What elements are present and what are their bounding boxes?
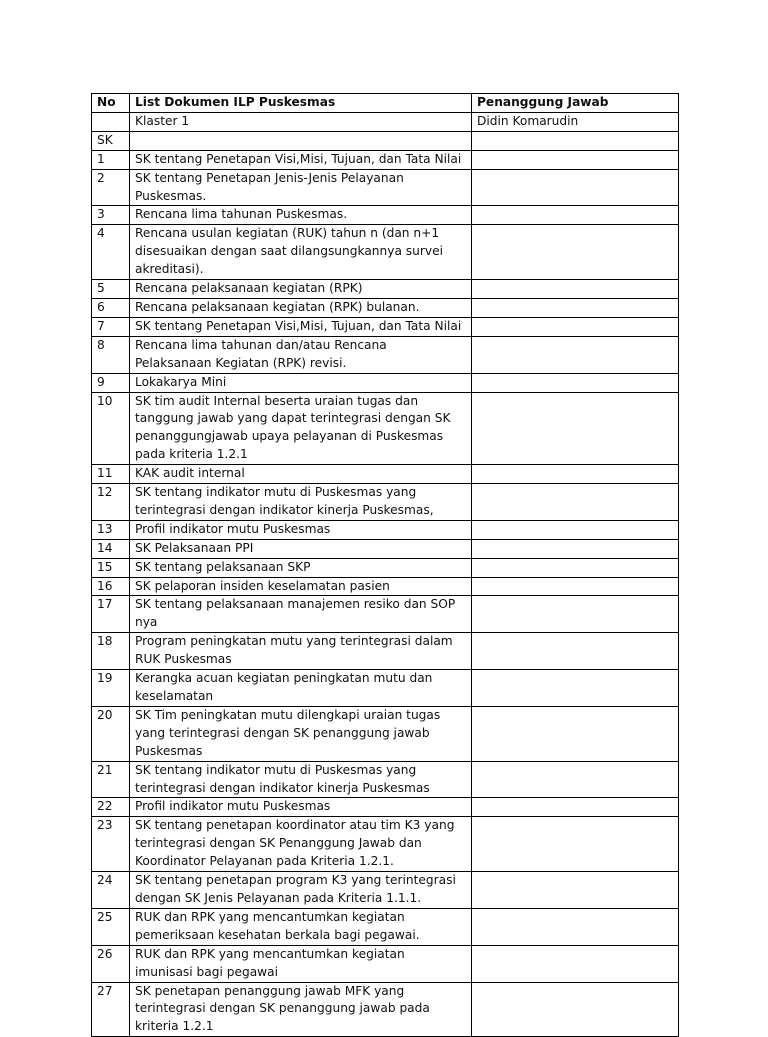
klaster-no (92, 112, 130, 131)
table-row (92, 908, 679, 945)
table-row (92, 465, 679, 484)
klaster-label: Klaster 1 (130, 112, 472, 131)
row-penanggung-jawab (472, 150, 679, 169)
table-row (92, 577, 679, 596)
row-penanggung-jawab (472, 392, 679, 465)
table-row (92, 373, 679, 392)
row-document: SK tentang indikator mutu di Puskesmas yang terintegrasi dengan indikator kinerja Puskesmas (130, 761, 472, 798)
row-penanggung-jawab (472, 169, 679, 206)
row-document: SK pelaporan insiden keselamatan pasien (130, 577, 472, 596)
row-document: Rencana pelaksanaan kegiatan (RPK) (130, 280, 472, 299)
header-no: No (92, 94, 130, 113)
row-document: SK tentang Penetapan Visi,Misi, Tujuan, dan Tata Nilai (130, 150, 472, 169)
table-row (92, 392, 679, 465)
row-document: SK Tim peningkatan mutu dilengkapi uraian tugas yang terintegrasi dengan SK penanggung jawab Puskesmas (130, 706, 472, 761)
table-row (92, 539, 679, 558)
row-document: Program peningkatan mutu yang terintegrasi dalam RUK Puskesmas (130, 633, 472, 670)
row-number: 6 (92, 298, 130, 317)
row-number: 11 (92, 465, 130, 484)
table-row (92, 817, 679, 872)
table-row (92, 706, 679, 761)
row-document: KAK audit internal (130, 465, 472, 484)
section-row (92, 131, 679, 150)
row-penanggung-jawab (472, 982, 679, 1037)
row-penanggung-jawab (472, 280, 679, 299)
row-document: Kerangka acuan kegiatan peningkatan mutu dan keselamatan (130, 670, 472, 707)
row-number: 1 (92, 150, 130, 169)
row-number: 23 (92, 817, 130, 872)
klaster-row (92, 112, 679, 131)
row-penanggung-jawab (472, 298, 679, 317)
row-penanggung-jawab (472, 539, 679, 558)
row-penanggung-jawab (472, 817, 679, 872)
row-number: 18 (92, 633, 130, 670)
table-row (92, 280, 679, 299)
row-document: Rencana lima tahunan Puskesmas. (130, 206, 472, 225)
row-number: 7 (92, 317, 130, 336)
row-penanggung-jawab (472, 908, 679, 945)
row-document: Rencana pelaksanaan kegiatan (RPK) bulanan. (130, 298, 472, 317)
table-row (92, 520, 679, 539)
row-document: SK penetapan penanggung jawab MFK yang terintegrasi dengan SK penanggung jawab pada kriteria 1.2.1 (130, 982, 472, 1037)
row-penanggung-jawab (472, 336, 679, 373)
row-number: 13 (92, 520, 130, 539)
row-penanggung-jawab (472, 465, 679, 484)
row-number: 19 (92, 670, 130, 707)
row-number: 21 (92, 761, 130, 798)
row-document: RUK dan RPK yang mencantumkan kegiatan imunisasi bagi pegawai (130, 945, 472, 982)
table-row (92, 317, 679, 336)
table-row (92, 206, 679, 225)
row-document: SK tentang penetapan program K3 yang terintegrasi dengan SK Jenis Pelayanan pada Kriteria 1.1.1. (130, 872, 472, 909)
row-document: SK tentang pelaksanaan SKP (130, 558, 472, 577)
row-document: SK tentang penetapan koordinator atau tim K3 yang terintegrasi dengan SK Penanggung Jawab dan Koordinator Pelayanan pada Kriteria 1.2.1. (130, 817, 472, 872)
row-penanggung-jawab (472, 872, 679, 909)
section-label: SK (92, 131, 130, 150)
table-row (92, 298, 679, 317)
row-document: SK Pelaksanaan PPI (130, 539, 472, 558)
table-row (92, 484, 679, 521)
klaster-penanggung-jawab: Didin Komarudin (472, 112, 679, 131)
row-number: 22 (92, 798, 130, 817)
row-document: Lokakarya Mini (130, 373, 472, 392)
row-penanggung-jawab (472, 520, 679, 539)
table-row (92, 596, 679, 633)
row-document: SK tim audit Internal beserta uraian tugas dan tanggung jawab yang dapat terintegrasi dengan SK penanggungjawab upaya pelayanan di Puskesmas pada kriteria 1.2.1 (130, 392, 472, 465)
row-number: 26 (92, 945, 130, 982)
row-document: Rencana usulan kegiatan (RUK) tahun n (dan n+1 disesuaikan dengan saat dilangsungkannya survei akreditasi). (130, 225, 472, 280)
row-penanggung-jawab (472, 798, 679, 817)
row-penanggung-jawab (472, 317, 679, 336)
row-number: 2 (92, 169, 130, 206)
table-row (92, 670, 679, 707)
table-body (92, 112, 679, 1036)
table-row (92, 558, 679, 577)
row-document: SK tentang Penetapan Jenis-Jenis Pelayanan Puskesmas. (130, 169, 472, 206)
row-penanggung-jawab (472, 706, 679, 761)
row-number: 17 (92, 596, 130, 633)
row-penanggung-jawab (472, 484, 679, 521)
table-row (92, 633, 679, 670)
row-number: 14 (92, 539, 130, 558)
row-number: 24 (92, 872, 130, 909)
row-number: 9 (92, 373, 130, 392)
row-number: 25 (92, 908, 130, 945)
table-row (92, 225, 679, 280)
row-penanggung-jawab (472, 761, 679, 798)
row-penanggung-jawab (472, 945, 679, 982)
row-penanggung-jawab (472, 206, 679, 225)
table-row (92, 945, 679, 982)
row-number: 27 (92, 982, 130, 1037)
header-dokumen: List Dokumen ILP Puskesmas (130, 94, 472, 113)
row-document: RUK dan RPK yang mencantumkan kegiatan pemeriksaan kesehatan berkala bagi pegawai. (130, 908, 472, 945)
dokumen-table (91, 93, 679, 1037)
table-header-row (92, 94, 679, 113)
row-number: 3 (92, 206, 130, 225)
row-number: 5 (92, 280, 130, 299)
header-penanggung-jawab: Penanggung Jawab (472, 94, 679, 113)
row-document: Profil indikator mutu Puskesmas (130, 798, 472, 817)
row-document: SK tentang indikator mutu di Puskesmas yang terintegrasi dengan indikator kinerja Puskesmas, (130, 484, 472, 521)
table-row (92, 798, 679, 817)
section-pj-cell (472, 131, 679, 150)
table-row (92, 336, 679, 373)
row-penanggung-jawab (472, 633, 679, 670)
row-penanggung-jawab (472, 670, 679, 707)
row-penanggung-jawab (472, 225, 679, 280)
table-row (92, 872, 679, 909)
row-document: SK tentang pelaksanaan manajemen resiko dan SOP nya (130, 596, 472, 633)
row-number: 16 (92, 577, 130, 596)
section-doc-cell (130, 131, 472, 150)
row-number: 10 (92, 392, 130, 465)
row-number: 12 (92, 484, 130, 521)
row-number: 4 (92, 225, 130, 280)
row-penanggung-jawab (472, 558, 679, 577)
table-row (92, 982, 679, 1037)
row-document: Profil indikator mutu Puskesmas (130, 520, 472, 539)
row-penanggung-jawab (472, 373, 679, 392)
row-document: Rencana lima tahunan dan/atau Rencana Pelaksanaan Kegiatan (RPK) revisi. (130, 336, 472, 373)
row-penanggung-jawab (472, 596, 679, 633)
row-document: SK tentang Penetapan Visi,Misi, Tujuan, dan Tata Nilai (130, 317, 472, 336)
row-penanggung-jawab (472, 577, 679, 596)
table-row (92, 169, 679, 206)
row-number: 8 (92, 336, 130, 373)
row-number: 15 (92, 558, 130, 577)
row-number: 20 (92, 706, 130, 761)
table-row (92, 150, 679, 169)
table-row (92, 761, 679, 798)
